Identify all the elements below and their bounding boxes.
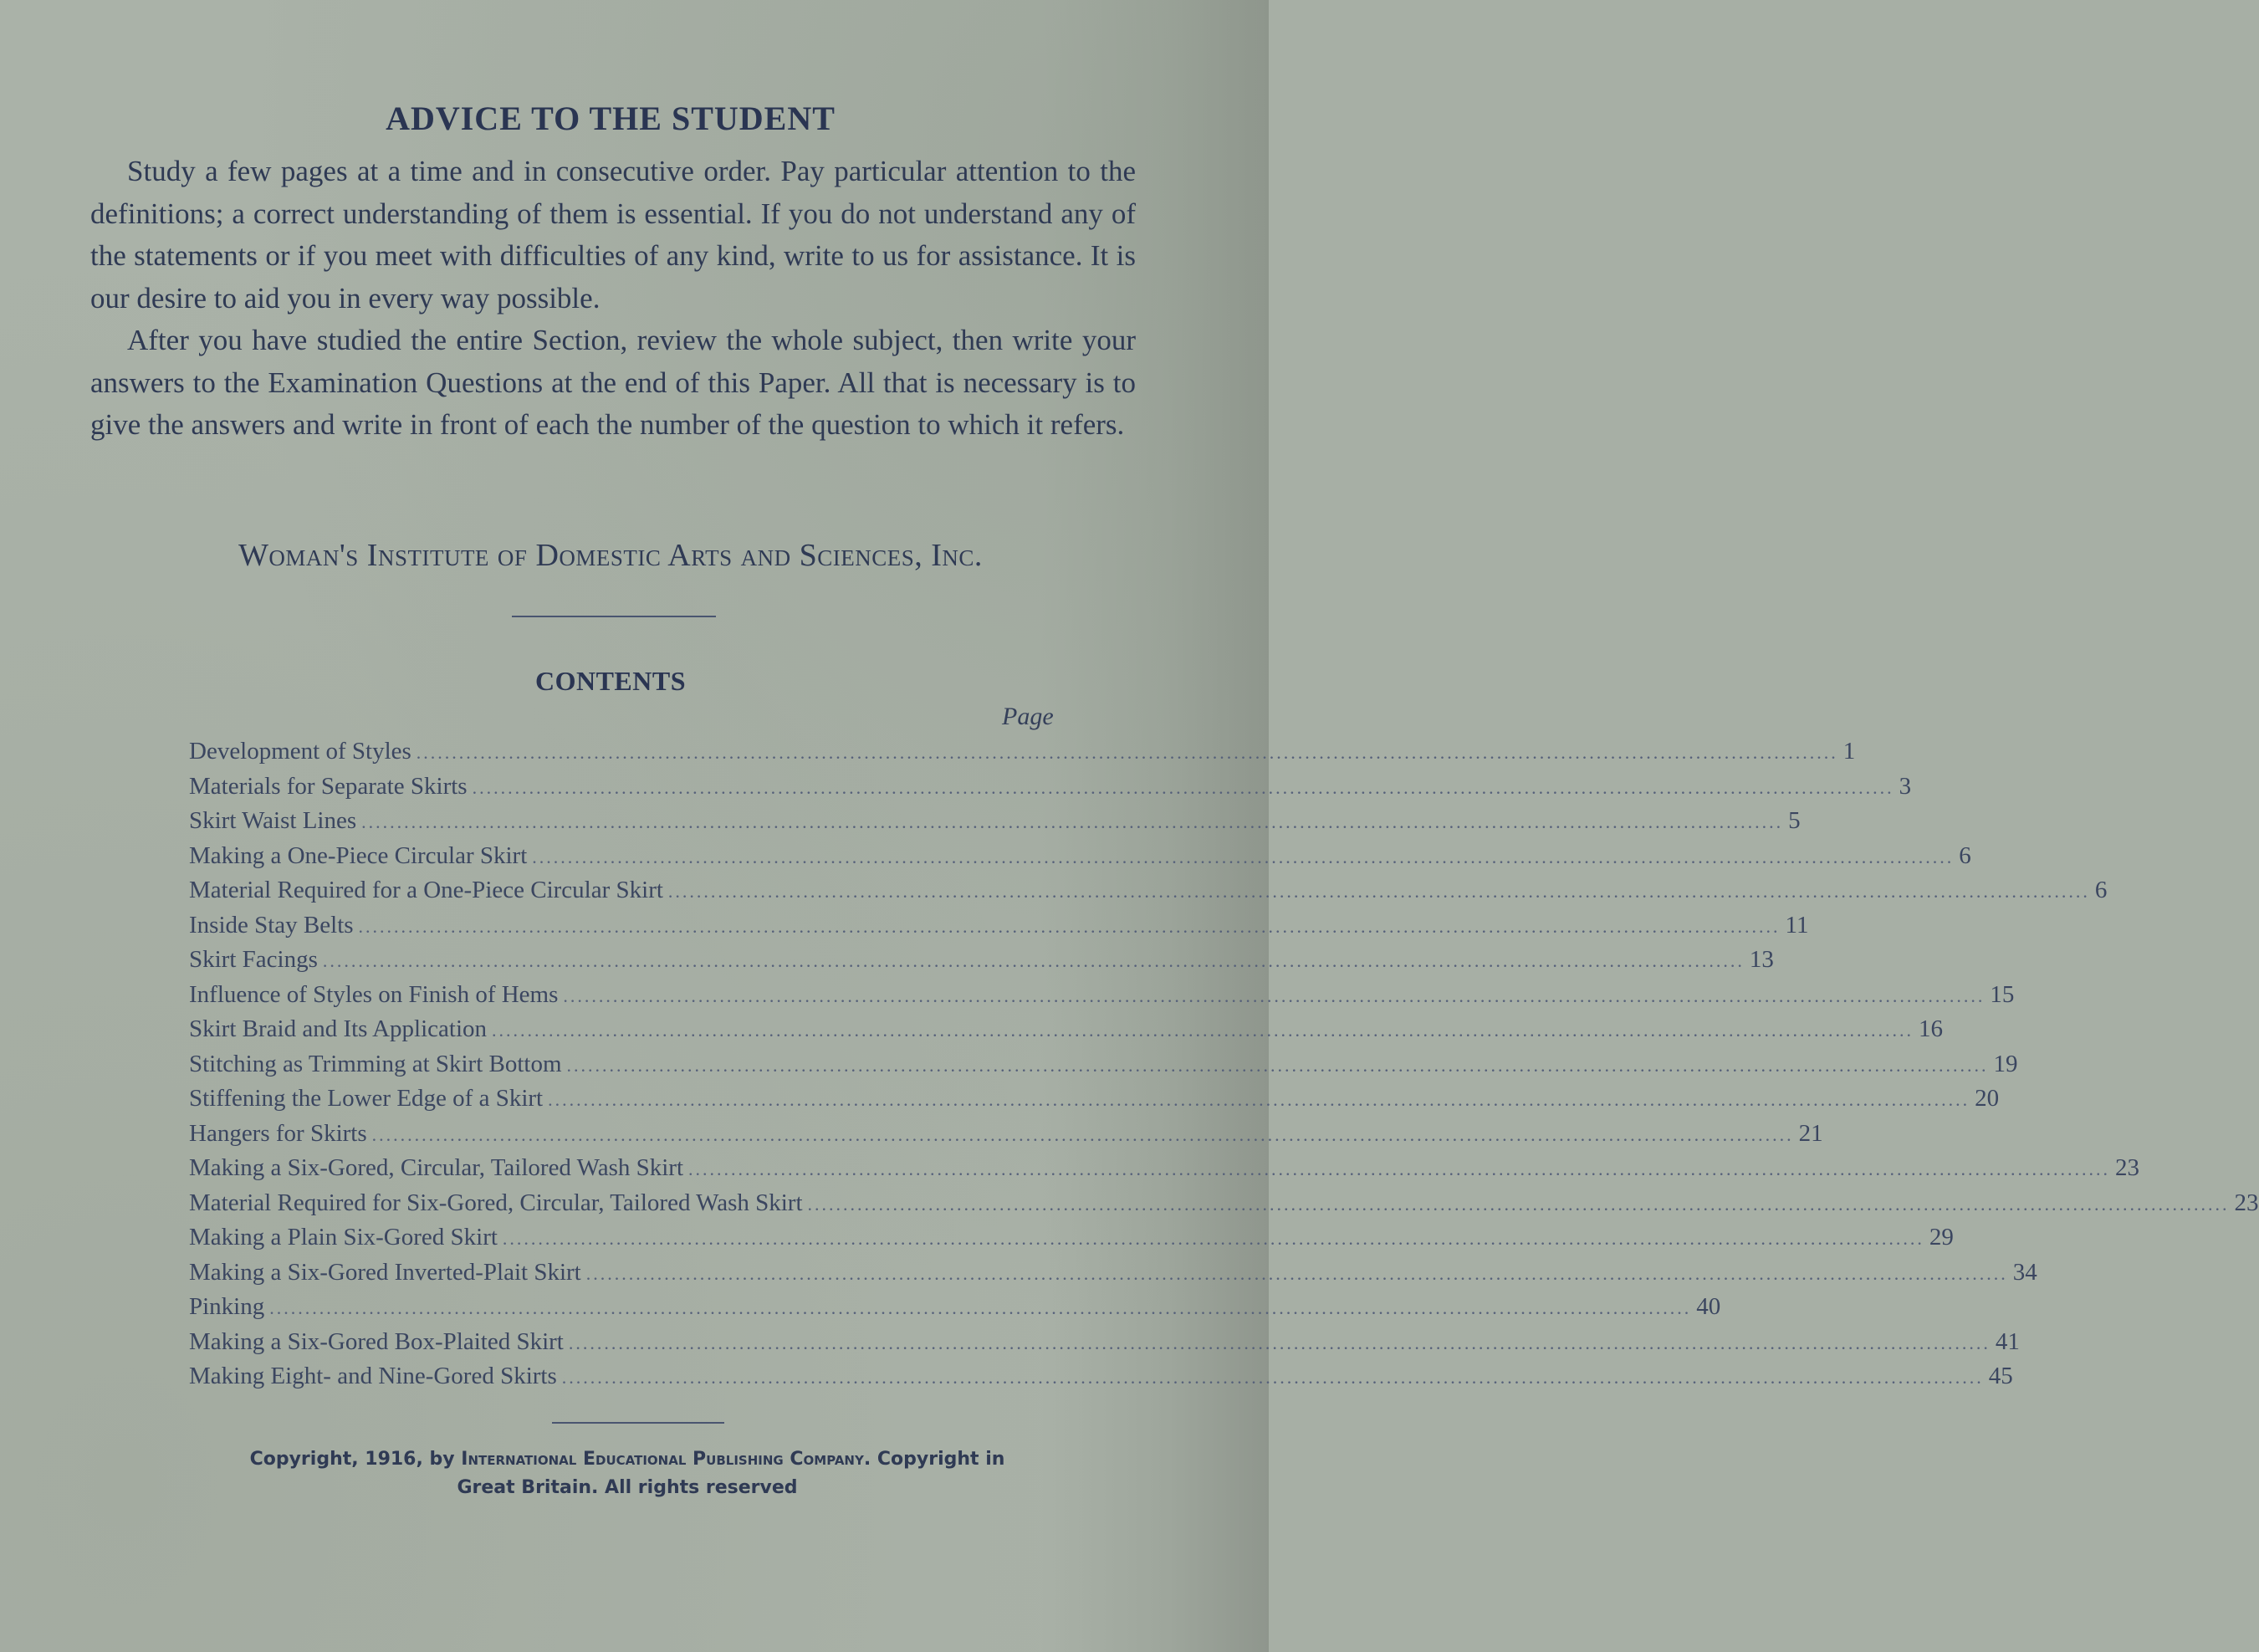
toc-entry-title: Development of Styles: [189, 738, 411, 765]
toc-row: [189, 877, 2108, 912]
toc-row: [189, 1154, 2140, 1189]
toc-entry-title: Making a Plain Six-Gored Skirt: [189, 1224, 498, 1251]
toc-entry-page: 3: [1899, 772, 1912, 800]
toc-entry-page: 13: [1749, 946, 1774, 973]
toc-row: [189, 1327, 2020, 1363]
copyright-notice: [125, 1445, 1129, 1502]
dot-leader: ........................................................................................................................................................................................................: [502, 1228, 1924, 1249]
toc-row: [189, 980, 2015, 1016]
dot-leader: ........................................................................................................................................................................................................: [667, 881, 2090, 902]
publisher-name: International Educational Publishing Company.: [461, 1449, 871, 1470]
advice-paragraph-1: Study a few pages at a time and in consecutive order. Pay particular attention to the definitions; a correct understanding of them is essential. If you do not understand any of the statements or if you meet with difficulties of any kind, write to us for assistance. It is our desire to aid you in every way possible.: [90, 155, 1136, 315]
toc-entry-page: 20: [1975, 1085, 2000, 1112]
toc-entry-title: Inside Stay Belts: [189, 911, 354, 939]
toc-entry-title: Material Required for a One-Piece Circular Skirt: [189, 877, 663, 903]
toc-entry-page: 29: [1929, 1224, 1954, 1251]
toc-row: [189, 1258, 2037, 1294]
toc-entry-page: 19: [1993, 1050, 2018, 1077]
toc-entry-page: 23: [2115, 1154, 2140, 1181]
section-divider: [512, 616, 716, 617]
contents-title: CONTENTS: [534, 666, 687, 696]
dot-leader: ........................................................................................................................................................................................................: [688, 1158, 2111, 1179]
dot-leader: ........................................................................................................................................................................................................: [566, 1054, 1989, 1076]
dot-leader: ........................................................................................................................................................................................................: [371, 1123, 1794, 1145]
toc-row: [189, 1189, 2259, 1225]
toc-entry-page: 23: [2234, 1189, 2259, 1216]
table-of-contents: [189, 738, 2259, 1398]
toc-row: [189, 772, 1912, 808]
dot-leader: ........................................................................................................................................................................................................: [358, 915, 1781, 937]
advice-paragraph-2: After you have studied the entire Section, review the whole subject, then write your answers to the Examination Questions at the end of this Paper. All that is necessary is to give the answers and write in front of each the number of the question to which it refers.: [90, 324, 1136, 441]
toc-entry-title: Making a Six-Gored Box-Plaited Skirt: [189, 1327, 564, 1355]
toc-entry-page: 41: [1995, 1327, 2020, 1355]
toc-row: [189, 738, 1856, 773]
copyright-line-2: Great Britain. All rights reserved: [457, 1477, 798, 1498]
toc-row: [189, 841, 1971, 877]
dot-leader: ........................................................................................................................................................................................................: [269, 1297, 1692, 1318]
toc-entry-title: Making a Six-Gored Inverted-Plait Skirt: [189, 1258, 581, 1286]
toc-entry-title: Influence of Styles on Finish of Hems: [189, 980, 559, 1008]
toc-row: [189, 807, 1801, 842]
toc-entry-page: 11: [1785, 911, 1809, 939]
dot-leader: ........................................................................................................................................................................................................: [548, 1089, 1970, 1110]
toc-entry-title: Skirt Waist Lines: [189, 807, 357, 834]
toc-row: [189, 1293, 1721, 1328]
toc-row: [189, 1363, 2013, 1398]
dot-leader: ........................................................................................................................................................................................................: [807, 1193, 2230, 1215]
toc-entry-title: Material Required for Six-Gored, Circular, Tailored Wash Skirt: [189, 1189, 803, 1216]
toc-entry-page: 6: [1959, 841, 1971, 869]
dot-leader: ........................................................................................................................................................................................................: [568, 1332, 1991, 1353]
toc-entry-title: Stiffening the Lower Edge of a Skirt: [189, 1085, 544, 1112]
toc-row: [189, 911, 1809, 947]
toc-entry-title: Materials for Separate Skirts: [189, 772, 468, 800]
copyright-prefix: Copyright, 1916, by: [249, 1449, 455, 1470]
toc-row: [189, 946, 1774, 981]
toc-entry-title: Pinking: [189, 1293, 265, 1320]
dot-leader: ........................................................................................................................................................................................................: [361, 811, 1784, 832]
toc-entry-page: 5: [1788, 807, 1801, 834]
advice-title: ADVICE TO THE STUDENT: [386, 100, 836, 137]
toc-entry-page: 40: [1696, 1293, 1721, 1320]
dot-leader: ........................................................................................................................................................................................................: [532, 846, 1955, 867]
toc-entry-title: Stitching as Trimming at Skirt Bottom: [189, 1050, 562, 1077]
dot-leader: ........................................................................................................................................................................................................: [416, 742, 1838, 763]
dot-leader: ........................................................................................................................................................................................................: [561, 1367, 1984, 1388]
toc-entry-title: Skirt Facings: [189, 946, 318, 973]
dot-leader: ........................................................................................................................................................................................................: [472, 776, 1894, 798]
toc-entry-page: 1: [1842, 738, 1856, 765]
footer-divider: [552, 1422, 724, 1424]
toc-entry-title: Skirt Braid and Its Application: [189, 1015, 488, 1042]
copyright-line-1: [125, 1445, 1129, 1474]
advice-body: [90, 151, 1136, 447]
toc-entry-page: 15: [1990, 980, 2015, 1008]
toc-row: [189, 1015, 1944, 1051]
dot-leader: ........................................................................................................................................................................................................: [492, 1020, 1914, 1041]
institute-signature: Woman's Institute of Domestic Arts and Sciences, Inc.: [238, 538, 983, 573]
toc-row: [189, 1224, 1954, 1259]
toc-entry-title: Making a Six-Gored, Circular, Tailored Wash Skirt: [189, 1154, 684, 1181]
copyright-suffix: Copyright in: [877, 1449, 1005, 1470]
toc-entry-page: 34: [2012, 1258, 2037, 1286]
toc-entry-page: 21: [1798, 1119, 1823, 1147]
toc-entry-title: Making Eight- and Nine-Gored Skirts: [189, 1363, 557, 1389]
toc-entry-page: 45: [1988, 1363, 2013, 1389]
toc-entry-title: Making a One-Piece Circular Skirt: [189, 841, 528, 869]
toc-row: [189, 1119, 1823, 1155]
toc-entry-page: 16: [1919, 1015, 1944, 1042]
page-column-label: Page: [1002, 703, 1054, 730]
toc-row: [189, 1085, 2000, 1120]
toc-entry-title: Hangers for Skirts: [189, 1119, 367, 1147]
dot-leader: ........................................................................................................................................................................................................: [585, 1262, 2008, 1284]
dot-leader: ........................................................................................................................................................................................................: [322, 950, 1745, 971]
toc-entry-page: 6: [2094, 877, 2108, 903]
toc-row: [189, 1050, 2018, 1086]
dot-leader: ........................................................................................................................................................................................................: [563, 985, 1986, 1006]
